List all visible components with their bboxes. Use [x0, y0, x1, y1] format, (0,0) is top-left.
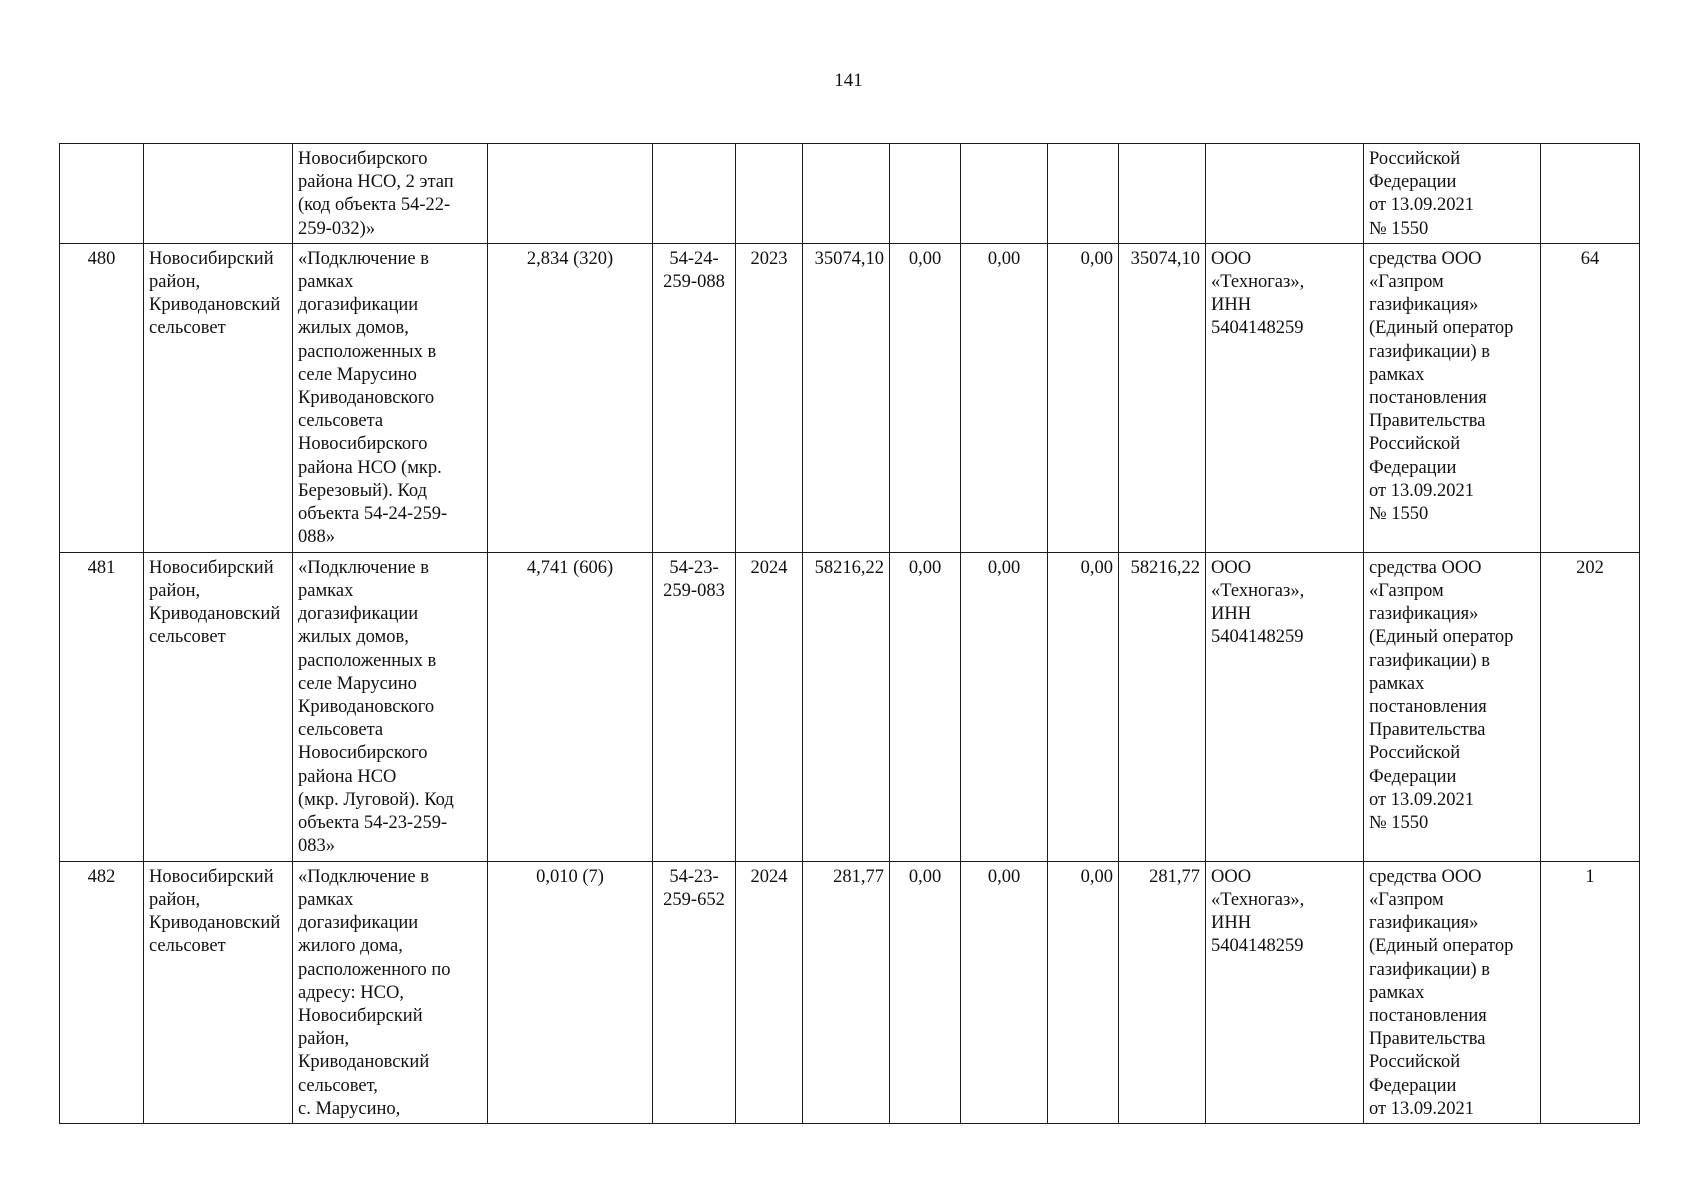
funding-4-cell: 35074,10 — [1119, 243, 1206, 552]
object-code-cell — [653, 144, 736, 244]
gasification-table — [59, 143, 1640, 1124]
length-cell: 0,010 (7) — [488, 861, 653, 1123]
connections-count-cell: 1 — [1541, 861, 1640, 1123]
total-cost-cell: 281,77 — [803, 861, 890, 1123]
funding-4-cell — [1119, 144, 1206, 244]
funding-source-cell: Российской Федерации от 13.09.2021 № 1550 — [1364, 144, 1541, 244]
table-row — [60, 144, 1640, 244]
row-number-cell: 482 — [60, 861, 144, 1123]
connections-count-cell: 202 — [1541, 552, 1640, 861]
funding-1-cell: 0,00 — [890, 243, 961, 552]
district-cell — [144, 144, 293, 244]
length-cell: 4,741 (606) — [488, 552, 653, 861]
funding-3-cell: 0,00 — [1048, 861, 1119, 1123]
row-number-cell: 480 — [60, 243, 144, 552]
object-code-cell: 54-23- 259-652 — [653, 861, 736, 1123]
funding-2-cell: 0,00 — [961, 861, 1048, 1123]
district-cell: Новосибирский район, Криводановский сельсовет — [144, 243, 293, 552]
row-number-cell — [60, 144, 144, 244]
page-number: 141 — [834, 70, 863, 91]
object-code-cell: 54-23- 259-083 — [653, 552, 736, 861]
funding-1-cell: 0,00 — [890, 552, 961, 861]
executor-cell: ООО «Техногаз», ИНН 5404148259 — [1206, 243, 1364, 552]
executor-cell — [1206, 144, 1364, 244]
funding-2-cell: 0,00 — [961, 243, 1048, 552]
executor-cell: ООО «Техногаз», ИНН 5404148259 — [1206, 552, 1364, 861]
connections-count-cell — [1541, 144, 1640, 244]
funding-2-cell: 0,00 — [961, 552, 1048, 861]
funding-3-cell — [1048, 144, 1119, 244]
funding-4-cell: 58216,22 — [1119, 552, 1206, 861]
connections-count-cell: 64 — [1541, 243, 1640, 552]
funding-source-cell: средства ООО «Газпром газификация» (Единый оператор газификации) в рамках постановления Правительства Российской Федерации от 13.09.2021 № 1550 — [1364, 243, 1541, 552]
total-cost-cell — [803, 144, 890, 244]
funding-3-cell: 0,00 — [1048, 552, 1119, 861]
funding-4-cell: 281,77 — [1119, 861, 1206, 1123]
table-row — [60, 552, 1640, 861]
funding-1-cell — [890, 144, 961, 244]
year-cell: 2023 — [736, 243, 803, 552]
executor-cell: ООО «Техногаз», ИНН 5404148259 — [1206, 861, 1364, 1123]
table-row — [60, 243, 1640, 552]
length-cell — [488, 144, 653, 244]
length-cell: 2,834 (320) — [488, 243, 653, 552]
year-cell: 2024 — [736, 861, 803, 1123]
table-row — [60, 861, 1640, 1123]
total-cost-cell: 35074,10 — [803, 243, 890, 552]
district-cell: Новосибирский район, Криводановский сельсовет — [144, 552, 293, 861]
object-name-cell: «Подключение в рамках догазификации жилых домов, расположенных в селе Марусино Криводановского сельсовета Новосибирского района НСО (мкр. Березовый). Код объекта 54-24-259- 088» — [293, 243, 488, 552]
total-cost-cell: 58216,22 — [803, 552, 890, 861]
object-code-cell: 54-24- 259-088 — [653, 243, 736, 552]
funding-2-cell — [961, 144, 1048, 244]
district-cell: Новосибирский район, Криводановский сельсовет — [144, 861, 293, 1123]
object-name-cell: «Подключение в рамках догазификации жилого дома, расположенного по адресу: НСО, Новосибирский район, Криводановский сельсовет, с. Марусино, — [293, 861, 488, 1123]
row-number-cell: 481 — [60, 552, 144, 861]
funding-1-cell: 0,00 — [890, 861, 961, 1123]
funding-3-cell: 0,00 — [1048, 243, 1119, 552]
year-cell: 2024 — [736, 552, 803, 861]
year-cell — [736, 144, 803, 244]
object-name-cell: «Подключение в рамках догазификации жилых домов, расположенных в селе Марусино Криводановского сельсовета Новосибирского района НСО (мкр. Луговой). Код объекта 54-23-259- 083» — [293, 552, 488, 861]
funding-source-cell: средства ООО «Газпром газификация» (Единый оператор газификации) в рамках постановления Правительства Российской Федерации от 13.09.2021 № 1550 — [1364, 552, 1541, 861]
funding-source-cell: средства ООО «Газпром газификация» (Единый оператор газификации) в рамках постановления Правительства Российской Федерации от 13.09.2021 — [1364, 861, 1541, 1123]
object-name-cell: Новосибирского района НСО, 2 этап (код объекта 54-22- 259-032)» — [293, 144, 488, 244]
